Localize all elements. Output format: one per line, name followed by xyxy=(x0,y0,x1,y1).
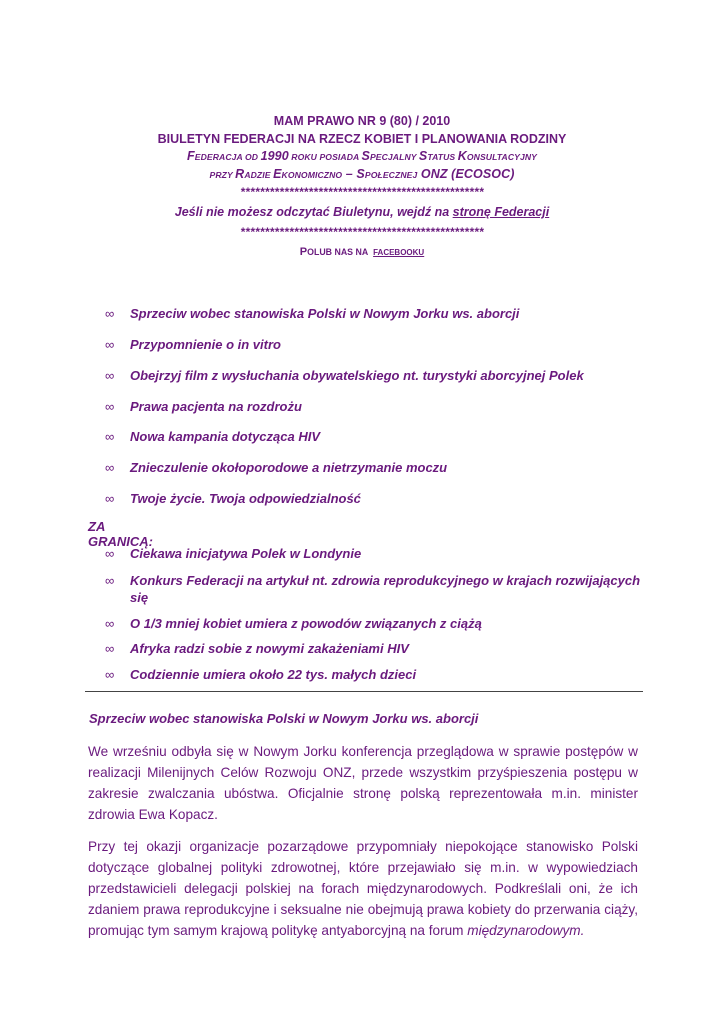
toc-item-abroad[interactable]: ∞ O 1/3 mniej kobiet umiera z powodów związanych z ciążą xyxy=(105,616,482,631)
toc-item-abroad[interactable]: ∞ Codziennie umiera około 22 tys. małych dzieci xyxy=(105,667,417,682)
infinity-bullet-icon: ∞ xyxy=(105,460,115,475)
infinity-bullet-icon: ∞ xyxy=(105,368,115,383)
horizontal-rule xyxy=(85,691,643,692)
toc-item-abroad[interactable]: ∞ Ciekawa inicjatywa Polek w Londynie xyxy=(105,546,362,561)
infinity-bullet-icon: ∞ xyxy=(105,429,115,444)
toc-item-abroad[interactable]: ∞ Konkurs Federacji na artykuł nt. zdrowia reprodukcyjnego w krajach rozwijających się xyxy=(105,573,641,605)
toc-item[interactable]: ∞ Twoje życie. Twoja odpowiedzialność xyxy=(105,491,361,506)
federation-status-line: FEDERACJA OD 1990 ROKU POSIADA SPECJALNY STATUS KONSULTACYJNY xyxy=(187,149,537,163)
infinity-bullet-icon: ∞ xyxy=(105,399,115,414)
article-title: Sprzeciw wobec stanowiska Polski w Nowym Jorku ws. aborcji xyxy=(89,711,479,726)
bulletin-title: MAM PRAWO NR 9 (80) / 2010 xyxy=(273,114,451,128)
toc-item[interactable]: ∞ Obejrzyj film z wysłuchania obywatelskiego nt. turystyki aborcyjnej Polek xyxy=(105,368,584,383)
bulletin-header xyxy=(80,113,644,260)
toc-item[interactable]: ∞ Znieczulenie okołoporodowe a nietrzymanie moczu xyxy=(105,460,448,475)
toc-item-abroad[interactable]: ∞ Afryka radzi sobie z nowymi zakażeniami HIV xyxy=(105,641,409,656)
toc-item[interactable]: ∞ Sprzeciw wobec stanowiska Polski w Nowym Jorku ws. aborcji xyxy=(105,306,520,321)
infinity-bullet-icon: ∞ xyxy=(105,667,115,682)
toc-item[interactable]: ∞ Nowa kampania dotycząca HIV xyxy=(105,429,321,444)
bulletin-subtitle: BIULETYN FEDERACJI NA RZECZ KOBIET I PLANOWANIA RODZINY xyxy=(157,132,567,146)
article-paragraph-1: We wrześniu odbyła się w Nowym Jorku konferencja przeglądowa w sprawie postępów w realizacji Milenijnych Celów Rozwoju ONZ, przede wszystkim przyśpieszenia postępu w zakresie zwalczania ubóstwa. Oficjalnie stronę polską reprezentowała m.in. minister zdrowia Ewa Kopacz. xyxy=(88,744,638,822)
infinity-bullet-icon: ∞ xyxy=(105,306,115,321)
facebook-line: POLUB NAS NA FACEBOOKU xyxy=(299,246,425,258)
infinity-bullet-icon: ∞ xyxy=(105,546,115,561)
infinity-bullet-icon: ∞ xyxy=(105,337,115,352)
infinity-bullet-icon: ∞ xyxy=(105,641,115,656)
web-version-note: Jeśli nie możesz odczytać Biuletynu, wejdź na stronę Federacji xyxy=(174,205,550,219)
toc-item[interactable]: ∞ Przypomnienie o in vitro xyxy=(105,337,281,352)
infinity-bullet-icon: ∞ xyxy=(105,491,115,506)
stars-divider-top: ************************************************** xyxy=(240,185,484,199)
infinity-bullet-icon: ∞ xyxy=(105,573,115,588)
article-paragraph-2: Przy tej okazji organizacje pozarządowe przypomniały niepokojące stanowisko Polski dotyczące globalnej polityki zdrowotnej, które przejawiało się m.in. w wypowiedziach przedstawicieli delegacji polskiej na forach międzynarodowych. Podkreślali oni, że ich zdaniem prawa reprodukcyjne i seksualne nie obejmują prawa kobiety do przerwania ciąży, promując tym samym krajową politykę antyaborcyjną na forum międzynarodowym. xyxy=(88,839,638,938)
facebook-link[interactable]: FACEBOOKU xyxy=(373,248,425,257)
abroad-heading: ZA GRANICĄ: xyxy=(88,519,153,549)
stars-divider-bottom: ************************************************** xyxy=(240,225,484,239)
ecosoc-line: PRZY RADZIE EKONOMICZNO – SPOŁECZNEJ ONZ (ECOSOC) xyxy=(209,167,515,181)
infinity-bullet-icon: ∞ xyxy=(105,616,115,631)
federation-website-link[interactable]: stronę Federacji xyxy=(452,205,550,219)
toc-item[interactable]: ∞ Prawa pacjenta na rozdrożu xyxy=(105,399,302,414)
